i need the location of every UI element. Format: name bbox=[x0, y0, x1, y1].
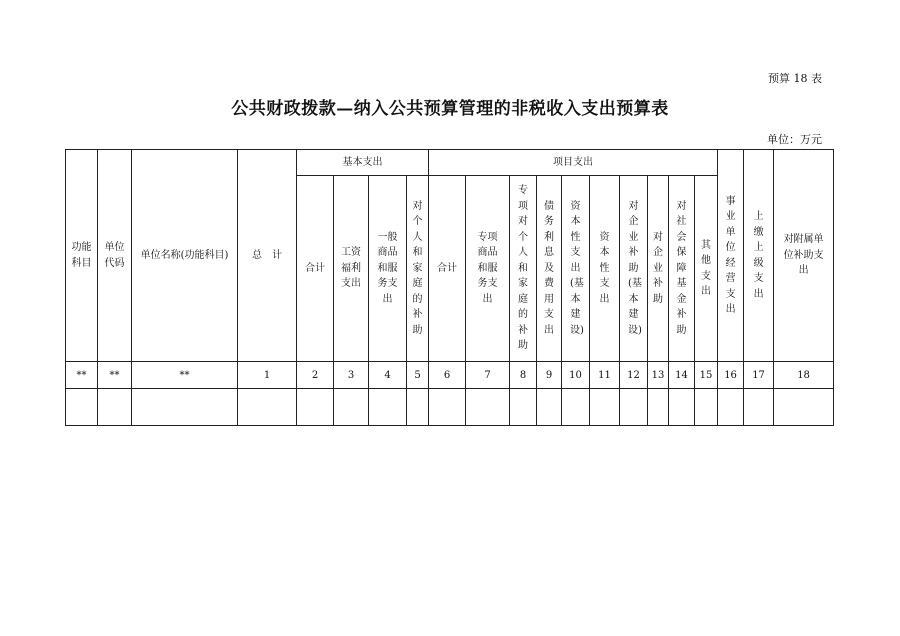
header-unit-code: 单位代码 bbox=[98, 150, 132, 362]
table-cell: ** bbox=[66, 362, 98, 389]
header-proj-goods: 专项商品和服务支出 bbox=[466, 176, 510, 362]
table-cell: 14 bbox=[669, 362, 695, 389]
header-func-subject: 功能科目 bbox=[66, 150, 98, 362]
table-cell: 17 bbox=[744, 362, 774, 389]
table-cell bbox=[669, 389, 695, 426]
header-proj-capital-construction: 资本性支出(基本建设) bbox=[562, 176, 590, 362]
header-proj-enterprise-subsidy: 对企业补助 bbox=[648, 176, 669, 362]
header-proj-other: 其他支出 bbox=[695, 176, 718, 362]
header-proj-total: 合计 bbox=[429, 176, 466, 362]
header-basic-total: 合计 bbox=[297, 176, 334, 362]
table-cell bbox=[695, 389, 718, 426]
header-affiliate-subsidy: 对附属单位补助支出 bbox=[774, 150, 834, 362]
header-total: 总 计 bbox=[238, 150, 297, 362]
table-cell bbox=[132, 389, 238, 426]
table-cell bbox=[744, 389, 774, 426]
table-cell: 6 bbox=[429, 362, 466, 389]
table-cell: 8 bbox=[510, 362, 537, 389]
column-number-row bbox=[66, 362, 834, 389]
budget-table bbox=[65, 149, 834, 426]
table-cell bbox=[537, 389, 562, 426]
table-cell bbox=[369, 389, 407, 426]
unit-label: 单位：万元 bbox=[767, 133, 822, 146]
header-proj-personal: 专项对个人和家庭的补助 bbox=[510, 176, 537, 362]
header-basic-subsidy: 对个人和家庭的补助 bbox=[407, 176, 429, 362]
header-proj-capital: 资本性支出 bbox=[590, 176, 620, 362]
table-cell bbox=[562, 389, 590, 426]
table-cell: 11 bbox=[590, 362, 620, 389]
header-turnover: 上缴上级支出 bbox=[744, 150, 774, 362]
table-cell: 5 bbox=[407, 362, 429, 389]
header-basic-goods: 一般商品和服务支出 bbox=[369, 176, 407, 362]
table-cell bbox=[98, 389, 132, 426]
header-proj-social-security: 对社会保障基金补助 bbox=[669, 176, 695, 362]
table-cell bbox=[407, 389, 429, 426]
header-proj-enterprise-subsidy-construction: 对企业补助(基本建设) bbox=[620, 176, 648, 362]
page-title: 公共财政拨款—纳入公共预算管理的非税收入支出预算表 bbox=[231, 99, 669, 119]
header-project-expenditure: 项目支出 bbox=[429, 150, 718, 176]
empty-data-row bbox=[66, 389, 834, 426]
header-basic-expenditure: 基本支出 bbox=[297, 150, 429, 176]
table-cell: ** bbox=[98, 362, 132, 389]
header-public-operation: 事业单位经营支出 bbox=[718, 150, 744, 362]
table-cell bbox=[466, 389, 510, 426]
header-row-1 bbox=[66, 150, 834, 176]
table-cell bbox=[648, 389, 669, 426]
table-cell bbox=[297, 389, 334, 426]
table-cell bbox=[429, 389, 466, 426]
table-cell bbox=[238, 389, 297, 426]
table-cell: 15 bbox=[695, 362, 718, 389]
table-cell: 10 bbox=[562, 362, 590, 389]
table-cell: 3 bbox=[334, 362, 369, 389]
table-cell: 1 bbox=[238, 362, 297, 389]
table-cell bbox=[620, 389, 648, 426]
table-cell bbox=[718, 389, 744, 426]
table-cell: 16 bbox=[718, 362, 744, 389]
table-cell: 2 bbox=[297, 362, 334, 389]
table-cell bbox=[774, 389, 834, 426]
table-cell bbox=[510, 389, 537, 426]
header-unit-name: 单位名称(功能科目) bbox=[132, 150, 238, 362]
table-cell: 4 bbox=[369, 362, 407, 389]
form-number: 预算 18 表 bbox=[768, 72, 822, 85]
header-proj-debt: 债务利息及费用支出 bbox=[537, 176, 562, 362]
table-cell: 12 bbox=[620, 362, 648, 389]
table-cell: ** bbox=[132, 362, 238, 389]
table-cell: 7 bbox=[466, 362, 510, 389]
table-cell bbox=[590, 389, 620, 426]
table-cell: 13 bbox=[648, 362, 669, 389]
table-cell bbox=[66, 389, 98, 426]
table-cell: 9 bbox=[537, 362, 562, 389]
table-cell bbox=[334, 389, 369, 426]
header-basic-wages: 工资福利支出 bbox=[334, 176, 369, 362]
table-cell: 18 bbox=[774, 362, 834, 389]
